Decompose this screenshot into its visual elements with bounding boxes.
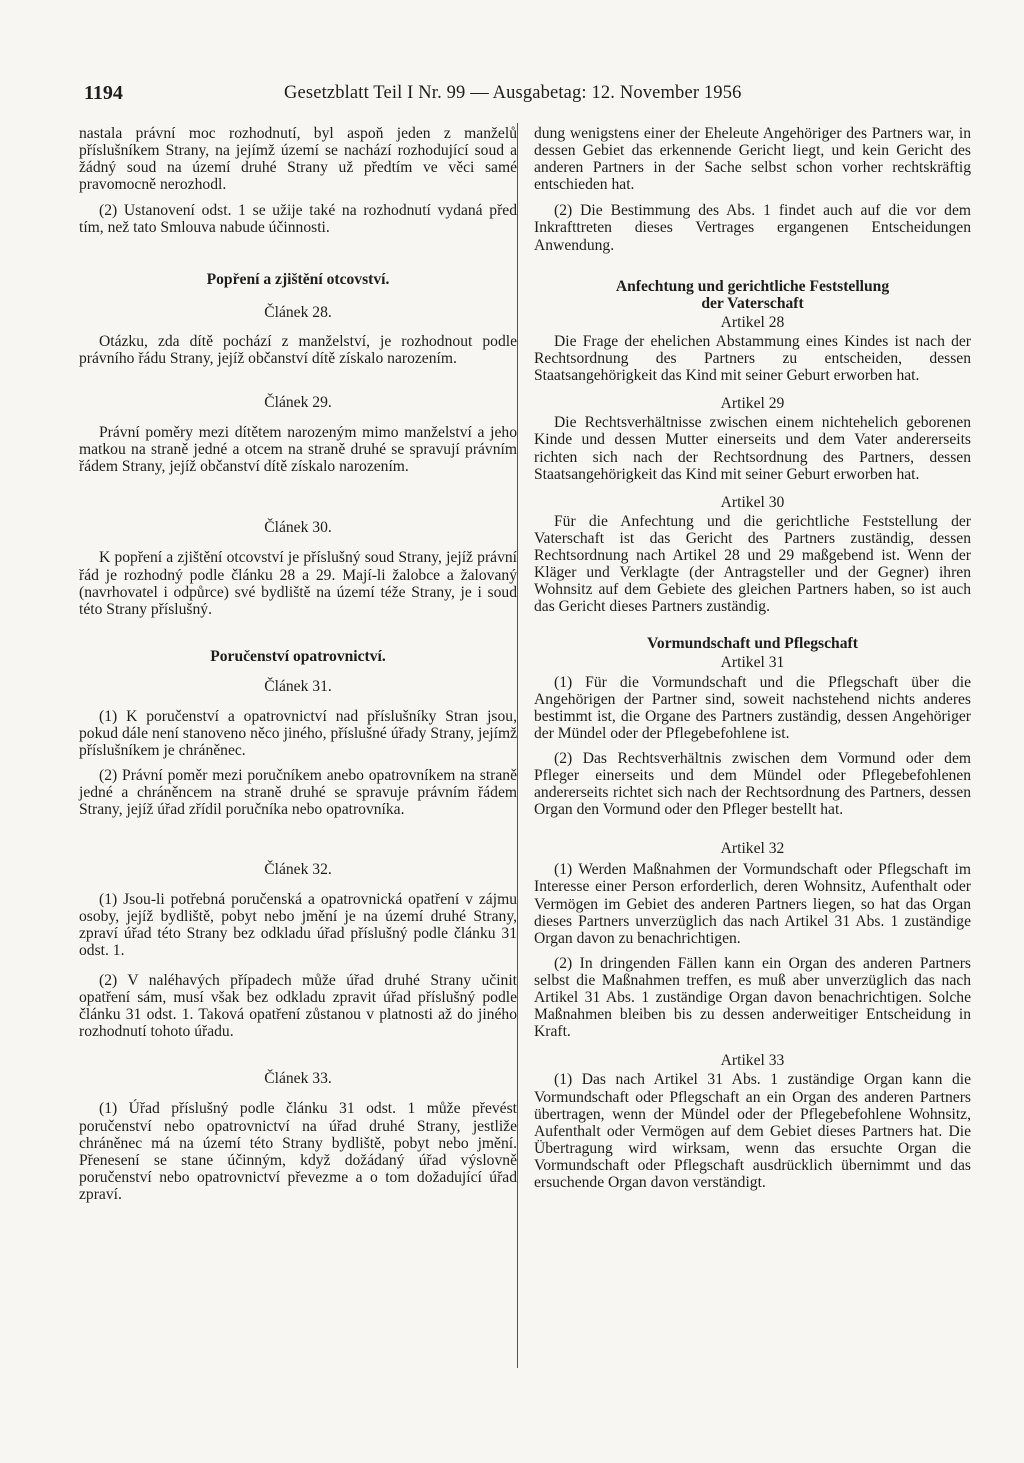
- section-heading: Popření a zjištění otcovství.: [206, 270, 390, 288]
- paragraph: (2) In dringenden Fällen kann ein Organ des anderen Partners selbst die Maßnahmen treffen, es muß aber unverzüglich das nach Artikel 31 Abs. 1 zuständige Organ davon benachrichtigen. Solche Maßnahmen bleiben bis zu dessen anderweitiger Entscheidung in Kraft.: [534, 954, 971, 1041]
- paragraph: (2) Ustanovení odst. 1 se užije také na rozhodnutí vydaná před tím, než tato Smlouva nabude účinnosti.: [79, 202, 517, 237]
- article-heading: Článek 28.: [264, 303, 332, 321]
- running-title: Gesetzblatt Teil I Nr. 99 — Ausgabetag: 12. November 1956: [284, 83, 742, 103]
- paragraph: Für die Anfechtung und die gerichtliche Feststellung der Vaterschaft ist das Gericht des Partners zuständig, dessen Rechtsordnung nach Artikel 28 und 29 maßgebend ist. Wenn der Kläger und Verklagte (der Antragsteller und der Gegner) ihren Wohnsitz auf dem Gebiete des gleichen Partners haben, so ist auch das Gericht dieses Partners zuständig.: [534, 512, 971, 616]
- paragraph: (1) Jsou-li potřebná poručenská a opatrovnická opatření v zájmu osoby, jejíž bydliště, pobyt nebo jmění je na území druhé Strany, zpraví úřad této Strany bez odkladu úřad příslušný podle článku 31 odst. 1.: [79, 890, 517, 959]
- paragraph: (1) Für die Vormundschaft und die Pflegschaft über die Angehörigen der Partner sind, soweit nachstehend nichts anderes bestimmt ist, die Organe des Partners zuständig, dessen Angehöriger der Mündel oder der Pflegebefohlene ist.: [534, 673, 971, 742]
- article-heading: Článek 33.: [264, 1070, 332, 1088]
- article-heading: Článek 30.: [264, 519, 332, 537]
- paragraph: (1) Úřad příslušný podle článku 31 odst. 1 může převést poručenství nebo opatrovnictví na úřad druhé Strany, jestliže chráněnec má na území této Strany bydliště, pobyt nebo jmění. Přenesení se stane účinným, když dožádaný úřad výslovně poručenství nebo opatrovnictví převezme a o tom dožadující úřad zpraví.: [79, 1100, 517, 1203]
- article-heading: Článek 29.: [264, 393, 332, 411]
- left-column-czech: [79, 125, 517, 1203]
- paragraph: (1) Das nach Artikel 31 Abs. 1 zuständige Organ kann die Vormundschaft oder Pflegschaft an ein Organ des anderen Partners übertragen, wenn der Mündel oder der Pflegebefohlene Wohnsitz, Aufenthalt oder Vermögen auf dem Gebiet dieses Partners hat. Die Übertragung wird wirksam, wenn das ersuchte Organ die Vormundschaft oder Pflegschaft ausdrücklich übernimmt und das ersuchende Organ davon verständigt.: [534, 1071, 971, 1191]
- paragraph: (2) Die Bestimmung des Abs. 1 findet auch auf die vor dem Inkrafttreten dieses Vertrages ergangenen Entscheidungen Anwendung.: [534, 202, 971, 254]
- section-heading: Vormundschaft und Pflegschaft: [647, 635, 858, 653]
- column-divider: [517, 123, 518, 1368]
- section-heading: Anfechtung und gerichtliche Feststellung: [615, 277, 890, 295]
- paragraph: (1) K poručenství a opatrovnictví nad příslušníky Stran jsou, pokud dále není stanoveno něco jiného, příslušné úřady Strany, jejímž příslušníkem je chráněnec.: [79, 707, 517, 760]
- section-heading: der Vaterschaft: [701, 294, 804, 312]
- article-heading: Artikel 31: [720, 654, 785, 672]
- article-heading: Artikel 30: [720, 493, 785, 511]
- article-heading: Artikel 33: [720, 1052, 785, 1070]
- paragraph: nastala právní moc rozhodnutí, byl aspoň jeden z manželů příslušníkem Strany, na jejímž území se nachází rozhodující soud a žádný soud na území druhé Strany už předtím ve věci samé pravomocně nerozhodl.: [79, 125, 517, 194]
- article-heading: Článek 31.: [264, 677, 332, 695]
- article-heading: Článek 32.: [264, 860, 332, 878]
- paragraph: (1) Werden Maßnahmen der Vormundschaft oder Pflegschaft im Interesse einer Person erforderlich, deren Wohnsitz, Aufenthalt oder Vermögen im Gebiet des anderen Partners liegen, so hat das Organ dieses Partners unverzüglich das nach Artikel 31 Abs. 1 zuständige Organ davon zu benachrichtigen.: [534, 861, 971, 947]
- paragraph: Otázku, zda dítě pochází z manželství, je rozhodnout podle právního řádu Strany, jejíž občanství dítě získalo narozením.: [79, 332, 517, 367]
- paragraph: (2) V naléhavých případech může úřad druhé Strany učinit opatření sám, musí však bez odkladu zpravit úřad příslušný podle článku 31 odst. 1. Taková opatření zůstanou v platnosti až do jiného rozhodnutí tohoto úřadu.: [79, 972, 517, 1041]
- paragraph: Die Rechtsverhältnisse zwischen einem nichtehelich geborenen Kinde und dessen Mutter einerseits und dem Vater andererseits richten sich nach der Rechtsordnung des Partners, dessen Staatsangehörigkeit das Kind mit seiner Geburt erworben hat.: [534, 414, 971, 483]
- page-header: [84, 82, 784, 108]
- paragraph: Právní poměry mezi dítětem narozeným mimo manželství a jeho matkou na straně jedné a otcem na straně druhé se spravují právním řádem Strany, jejíž občanství dítě získalo narozením.: [79, 424, 517, 476]
- paragraph: K popření a zjištění otcovství je příslušný soud Strany, jejíž právní řád je rozhodný podle článku 28 a 29. Mají-li žalobce a žalovaný (navrhovatel i odpůrce) své bydliště na území téže Strany, je i soud této Strany příslušný.: [79, 549, 517, 618]
- right-column-german: [534, 125, 971, 1191]
- article-heading: Artikel 32: [720, 840, 785, 858]
- article-heading: Artikel 28: [720, 313, 785, 331]
- article-heading: Artikel 29: [720, 395, 785, 413]
- paragraph: (2) Das Rechtsverhältnis zwischen dem Vormund oder dem Pfleger einerseits und dem Mündel oder Pflegebefohlenen andererseits richtet sich nach der Rechtsordnung des Partners, dessen Organ den Vormund oder den Pfleger bestellt hat.: [534, 749, 971, 819]
- section-heading: Poručenství opatrovnictví.: [210, 647, 386, 665]
- page-number: 1194: [84, 82, 123, 104]
- paragraph: Die Frage der ehelichen Abstammung eines Kindes ist nach der Rechtsordnung des Partners zu entscheiden, dessen Staatsangehörigkeit das Kind mit seiner Geburt erworben hat.: [534, 332, 971, 385]
- paragraph: (2) Právní poměr mezi poručníkem anebo opatrovníkem na straně jedné a chráněncem na straně druhé se spravuje právním řádem Strany, jejíž úřad zřídil poručníka nebo opatrovníka.: [79, 767, 517, 819]
- paragraph: dung wenigstens einer der Eheleute Angehöriger des Partners war, in dessen Gebiet das erkennende Gericht liegt, und kein Gericht des anderen Partners in der Sache selbst schon vorher rechtskräftig entschieden hat.: [534, 125, 971, 194]
